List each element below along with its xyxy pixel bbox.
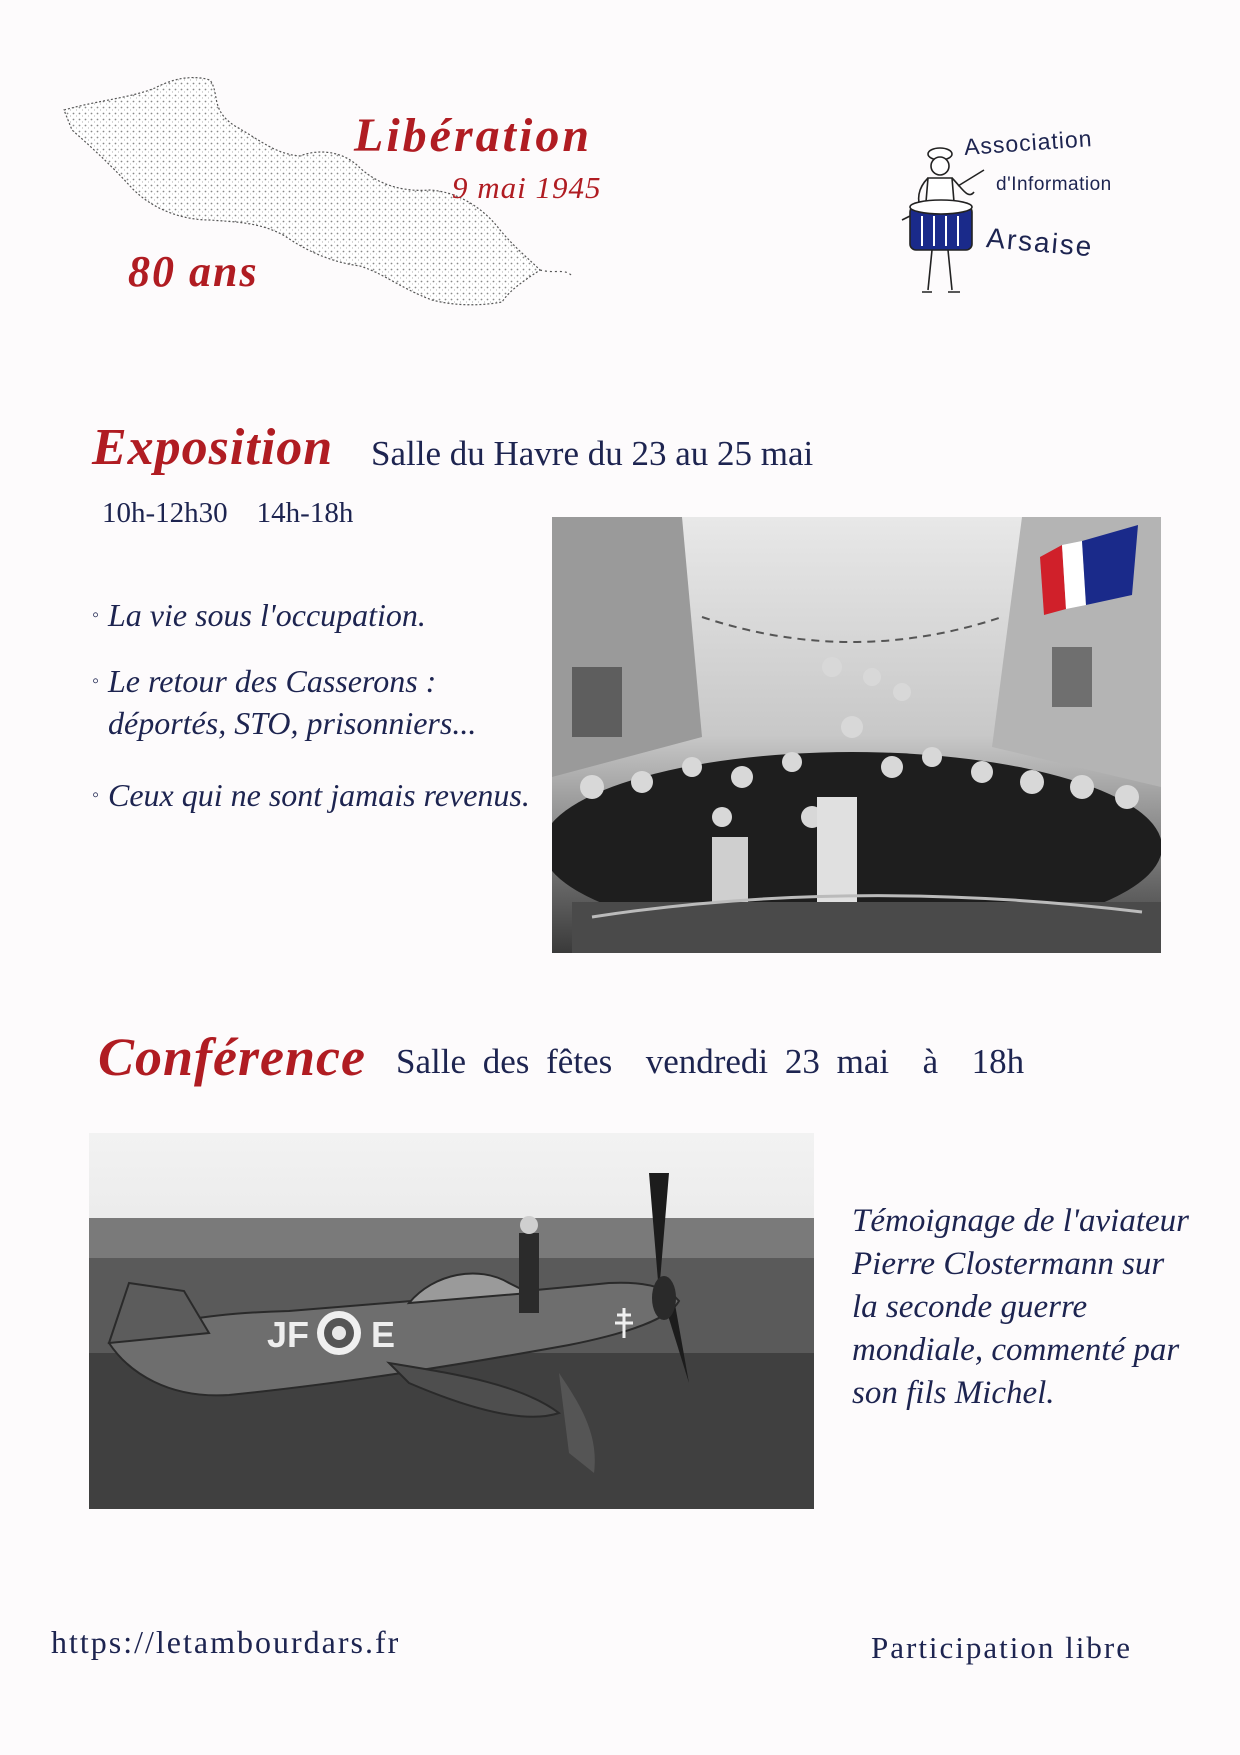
topic-text: Ceux qui ne sont jamais revenus. <box>108 777 530 813</box>
bullet-icon: ◦ <box>92 784 100 806</box>
anniversary-label: 80 ans <box>128 247 259 296</box>
bullet-icon: ◦ <box>92 670 100 692</box>
website-link[interactable]: https://letambourdars.fr <box>51 1624 401 1660</box>
liberation-title: Libération <box>354 109 593 162</box>
conference-description: Témoignage de l'aviateur Pierre Clostermann sur la seconde guerre mondiale, commenté par son fils Michel. <box>852 1203 1189 1411</box>
exposition-title: Exposition <box>92 419 334 476</box>
exposition-subtitle: Salle du Havre du 23 au 25 mai <box>371 434 814 473</box>
exposition-topics <box>92 594 532 840</box>
aircraft-code-right: E <box>371 1314 396 1355</box>
liberation-date: 9 mai 1945 <box>452 170 602 205</box>
drummer-icon <box>888 140 998 310</box>
list-item <box>92 660 532 744</box>
topic-text: La vie sous l'occupation. <box>108 597 426 633</box>
liberation-crowd-photo <box>552 517 1161 953</box>
exposition-hours: 10h-12h30 14h-18h <box>102 497 354 529</box>
participation-label: Participation libre <box>871 1630 1132 1665</box>
list-item <box>92 594 532 636</box>
topic-text: Le retour des Casserons : déportés, STO, prisonniers... <box>108 663 477 741</box>
bullet-icon: ◦ <box>92 604 100 626</box>
conference-subtitle: Salle des fêtes vendredi 23 mai à 18h <box>396 1042 1025 1081</box>
association-name-line2: d'Information <box>996 174 1112 195</box>
conference-title: Conférence <box>98 1027 366 1087</box>
association-name-line3: Arsaise <box>985 222 1095 263</box>
list-item <box>92 774 532 816</box>
aircraft-code-left: JF <box>267 1314 310 1355</box>
tempest-aircraft-photo <box>89 1133 814 1509</box>
association-name-line1: Association <box>963 125 1094 161</box>
